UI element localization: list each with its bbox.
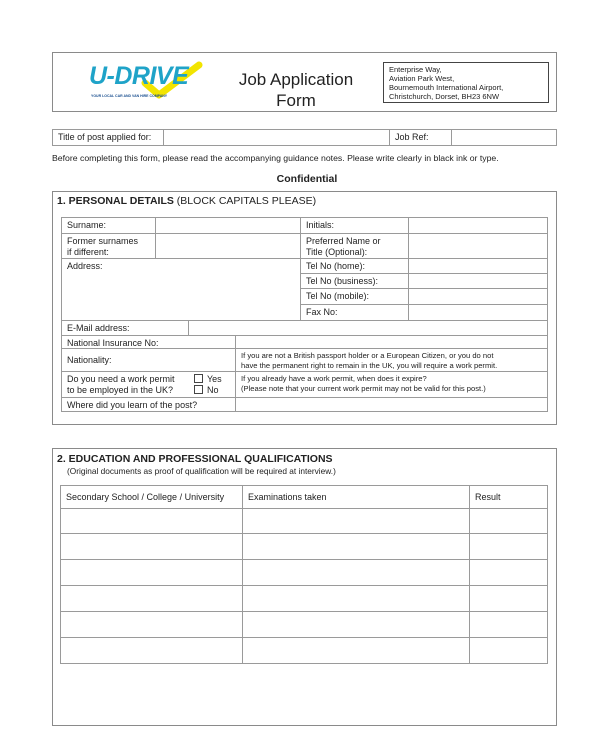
email-label: E-Mail address: — [61, 320, 189, 336]
preferred-name-label-line1: Preferred Name or — [306, 236, 381, 246]
former-surnames-label-line2: if different: — [67, 247, 109, 257]
learn-of-post-label: Where did you learn of the post? — [61, 397, 236, 412]
table-row-exams-cell[interactable] — [242, 585, 470, 612]
page-title-line2: Form — [276, 91, 316, 110]
logo-text: U-DRIVE — [89, 62, 189, 90]
tel-home-field[interactable] — [408, 258, 548, 274]
table-row-exams-cell[interactable] — [242, 637, 470, 664]
table-row-result-cell[interactable] — [469, 508, 548, 534]
email-field[interactable] — [188, 320, 548, 336]
job-ref-field[interactable] — [451, 129, 557, 146]
table-row-result-cell[interactable] — [469, 637, 548, 664]
company-address — [383, 62, 549, 103]
surname-label: Surname: — [61, 217, 156, 234]
post-title-label: Title of post applied for: — [52, 129, 164, 146]
tel-home-label: Tel No (home): — [300, 258, 409, 274]
yes-checkbox[interactable] — [194, 374, 203, 383]
logo — [87, 61, 207, 103]
header-box — [52, 52, 557, 112]
tel-mobile-field[interactable] — [408, 288, 548, 305]
column-header-school: Secondary School / College / University — [60, 485, 243, 509]
table-row-school-cell[interactable] — [60, 637, 243, 664]
table-row-exams-cell[interactable] — [242, 533, 470, 560]
no-label: No — [207, 385, 219, 395]
education-subheading: (Original documents as proof of qualification will be required at interview.) — [67, 466, 336, 476]
personal-details-heading — [57, 195, 316, 207]
tel-business-label: Tel No (business): — [300, 273, 409, 289]
fax-label: Fax No: — [300, 304, 409, 321]
nationality-note-line1: If you are not a British passport holder or a European Citizen, or you do not — [241, 351, 494, 360]
preferred-name-label-line2: Title (Optional): — [306, 247, 368, 257]
page-title — [221, 69, 371, 111]
permit-note-line2: (Please note that your current work permit may not be valid for this post.) — [241, 384, 486, 393]
table-row-school-cell[interactable] — [60, 585, 243, 612]
table-row-school-cell[interactable] — [60, 559, 243, 586]
work-permit-question-line2: to be employed in the UK? — [67, 385, 174, 395]
table-row-result-cell[interactable] — [469, 559, 548, 586]
education-heading: 2. EDUCATION AND PROFESSIONAL QUALIFICATIONS — [57, 453, 333, 465]
fax-field[interactable] — [408, 304, 548, 321]
table-row-exams-cell[interactable] — [242, 559, 470, 586]
confidential-label: Confidential — [276, 173, 338, 185]
column-header-result: Result — [469, 485, 548, 509]
personal-details-heading-bold: 1. PERSONAL DETAILS — [57, 195, 174, 207]
preferred-name-label — [300, 233, 409, 259]
logo-tagline: YOUR LOCAL CAR AND VAN HIRE COMPANY — [91, 94, 168, 98]
table-row-result-cell[interactable] — [469, 611, 548, 638]
yes-label: Yes — [207, 374, 222, 384]
permit-note — [235, 371, 548, 398]
nationality-note-line2: have the permanent right to remain in the UK, you will require a work permit. — [241, 361, 498, 370]
surname-field[interactable] — [155, 217, 301, 234]
personal-details-heading-note: (BLOCK CAPITALS PLEASE) — [173, 195, 317, 207]
instructions-text: Before completing this form, please read the accompanying guidance notes. Please write clearly in black ink or type. — [52, 153, 499, 163]
initials-field[interactable] — [408, 217, 548, 234]
page-title-line1: Job Application — [238, 70, 354, 89]
nationality-note — [235, 348, 548, 372]
work-permit-no[interactable] — [194, 385, 219, 396]
job-ref-label: Job Ref: — [389, 129, 452, 146]
former-surnames-field[interactable] — [155, 233, 301, 259]
work-permit-question-line1: Do you need a work permit — [67, 374, 175, 384]
address-line: Christchurch, Dorset, BH23 6NW — [389, 92, 500, 101]
post-title-field[interactable] — [163, 129, 390, 146]
address-field[interactable] — [61, 258, 301, 321]
address-line: Enterprise Way, — [389, 65, 442, 74]
address-line: Bournemouth International Airport, — [389, 83, 504, 92]
table-row-exams-cell[interactable] — [242, 508, 470, 534]
permit-note-line1: If you already have a work permit, when does it expire? — [241, 374, 427, 383]
table-row-school-cell[interactable] — [60, 508, 243, 534]
table-row-school-cell[interactable] — [60, 533, 243, 560]
no-checkbox[interactable] — [194, 385, 203, 394]
address-line: Aviation Park West, — [389, 74, 455, 83]
tel-business-field[interactable] — [408, 273, 548, 289]
ni-field[interactable] — [235, 335, 548, 349]
work-permit-question — [61, 371, 236, 398]
former-surnames-label-line1: Former surnames — [67, 236, 139, 246]
table-row-exams-cell[interactable] — [242, 611, 470, 638]
nationality-label: Nationality: — [61, 348, 236, 372]
table-row-school-cell[interactable] — [60, 611, 243, 638]
former-surnames-label — [61, 233, 156, 259]
preferred-name-field[interactable] — [408, 233, 548, 259]
initials-label: Initials: — [300, 217, 409, 234]
table-row-result-cell[interactable] — [469, 585, 548, 612]
learn-of-post-field[interactable] — [235, 397, 548, 412]
column-header-exams: Examinations taken — [242, 485, 470, 509]
work-permit-yes[interactable] — [194, 374, 222, 385]
tel-mobile-label: Tel No (mobile): — [300, 288, 409, 305]
address-label: Address: — [67, 261, 103, 271]
table-row-result-cell[interactable] — [469, 533, 548, 560]
ni-label: National Insurance No: — [61, 335, 236, 349]
